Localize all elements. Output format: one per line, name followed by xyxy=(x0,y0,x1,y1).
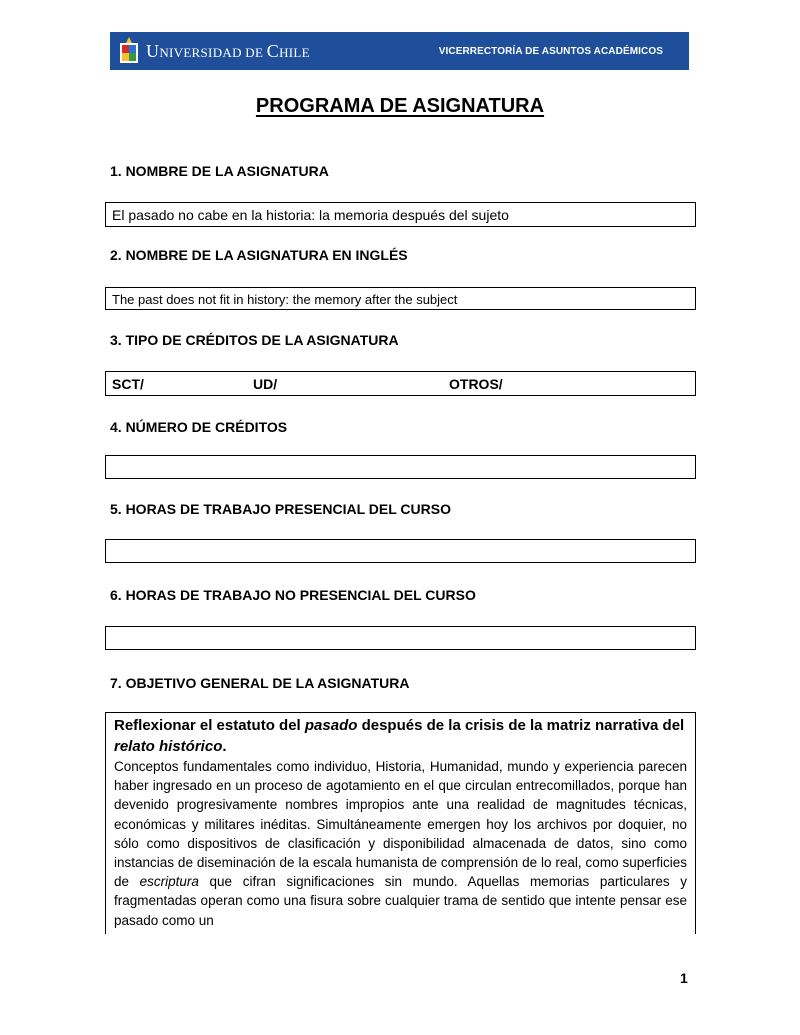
university-crest-icon xyxy=(118,37,140,65)
course-name-value: El pasado no cabe en la historia: la memoria después del sujeto xyxy=(112,207,509,223)
objective-body: Conceptos fundamentales como individuo, Historia, Humanidad, mundo y experiencia parecen haber ingresado en un proceso de agotamiento en el que circulan entrecomillados, porque han devenido progresivamente nombres impropios ante una realidad de magnitudes técnicas, económicas y militares inéditas. Simultáneamente emergen hoy los archivos por doquier, no sólo como dispositivos de clasificación y disponibilidad almacenada de datos, sino como instancias de diseminación de la escala humanista de comprensión de lo real, como superficies de escriptura que cifran significaciones sin mundo. Aquellas memorias particulares y fragmentadas operan como una fisura sobre cualquier trama de sentido que intente pensar ese pasado como un xyxy=(114,759,687,928)
university-name: UNIVERSIDAD DE CHILE xyxy=(146,40,310,61)
course-name-english-field xyxy=(105,287,696,310)
course-name-field xyxy=(105,202,696,227)
section-7-heading: 7. OBJETIVO GENERAL DE LA ASIGNATURA xyxy=(110,675,410,691)
remote-hours-field xyxy=(105,626,696,650)
section-4-heading: 4. NÚMERO DE CRÉDITOS xyxy=(110,419,288,435)
credit-number-field xyxy=(105,455,696,479)
credit-type-otros: OTROS/ xyxy=(449,376,503,392)
section-5-heading: 5. HORAS DE TRABAJO PRESENCIAL DEL CURSO xyxy=(110,501,451,517)
section-1-heading: 1. NOMBRE DE LA ASIGNATURA xyxy=(110,163,329,179)
credit-type-ud: UD/ xyxy=(253,376,278,392)
document-title: PROGRAMA DE ASIGNATURA xyxy=(255,95,545,117)
credit-type-sct: SCT/ xyxy=(112,376,144,392)
page-number: 1 xyxy=(680,970,688,986)
course-name-english-value: The past does not fit in history: the memory after the subject xyxy=(112,292,458,307)
credit-type-field xyxy=(105,371,696,396)
vice-rectorate-label: VICERRECTORÍA DE ASUNTOS ACADÉMICOS xyxy=(438,45,663,57)
general-objective-box xyxy=(105,712,696,934)
section-6-heading: 6. HORAS DE TRABAJO NO PRESENCIAL DEL CURSO xyxy=(110,587,476,603)
section-2-heading: 2. NOMBRE DE LA ASIGNATURA EN INGLÉS xyxy=(110,247,408,263)
header-banner xyxy=(110,32,689,70)
in-person-hours-field xyxy=(105,539,696,563)
objective-lead: Reflexionar el estatuto del pasado después de la crisis de la matriz narrativa del relato histórico. xyxy=(114,717,685,755)
section-3-heading: 3. TIPO DE CRÉDITOS DE LA ASIGNATURA xyxy=(110,332,399,348)
